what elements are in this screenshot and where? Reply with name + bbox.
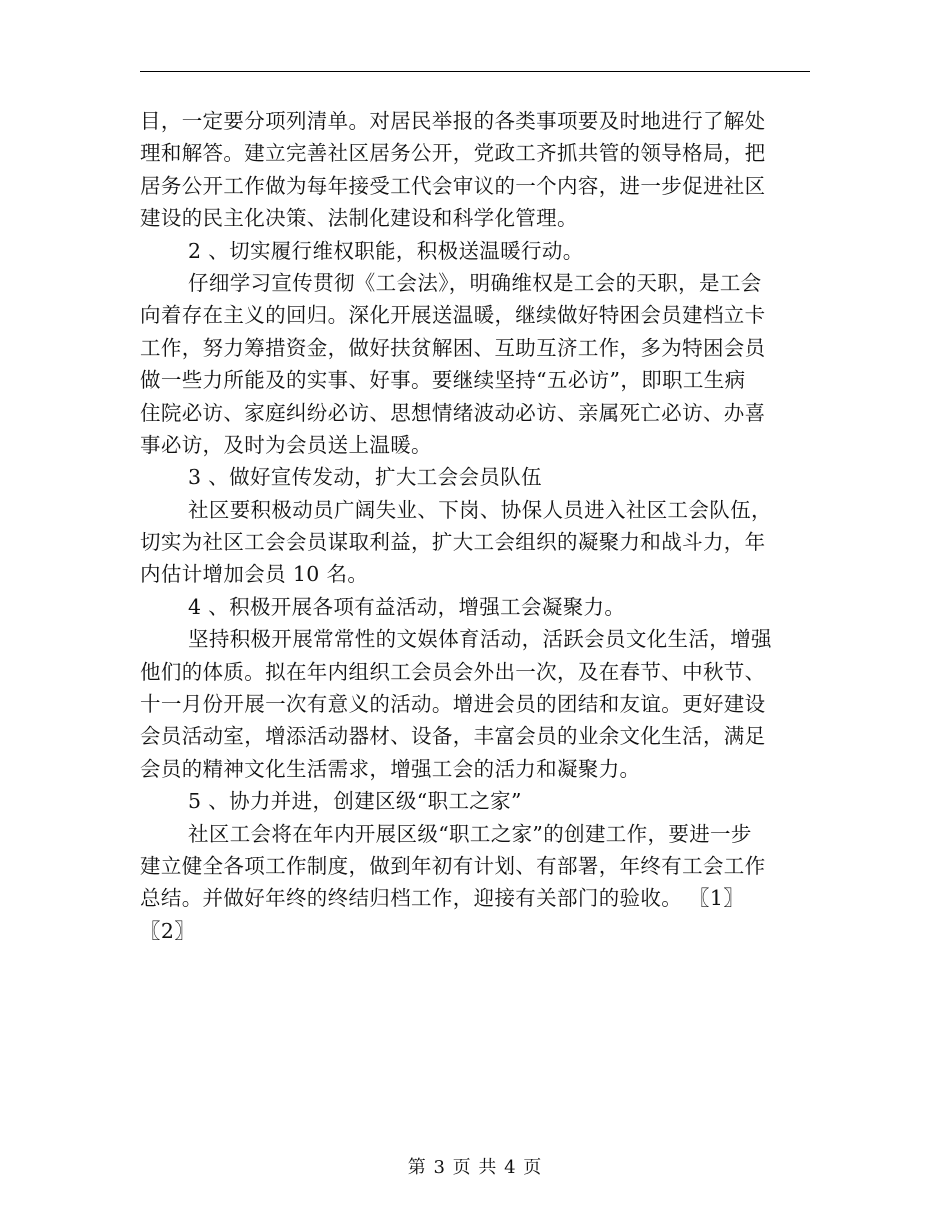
text-line: 仔细学习宣传贯彻《工会法》，明确维权是工会的天职，是工会 bbox=[188, 270, 762, 295]
page-footer: 第 3 页 共 4 页 bbox=[407, 1157, 543, 1178]
text-line: 目，一定要分项列清单。对居民举报的各类事项要及时地进行了解处 bbox=[140, 109, 766, 133]
text-line: 4 、积极开展各项有益活动，增强工会凝聚力。 bbox=[188, 594, 626, 619]
text-line: 工作，努力筹措资金，做好扶贫解困、互助互济工作，多为特困会员 bbox=[140, 335, 766, 360]
text-line: 〖2〗 bbox=[140, 918, 196, 943]
text-line: 社区要积极动员广阔失业、下岗、协保人员进入社区工会队伍， bbox=[188, 497, 772, 522]
text-line: 居务公开工作做为每年接受工代会审议的一个内容，进一步促进社区 bbox=[140, 173, 766, 198]
text-line: 向着存在主义的回归。深化开展送温暖，继续做好特困会员建档立卡 bbox=[140, 303, 766, 328]
text-line: 做一些力所能及的实事、好事。要继续坚持“五必访”，即职工生病 bbox=[140, 368, 746, 393]
header-rule bbox=[140, 71, 810, 72]
text-line: 2 、切实履行维权职能，积极送温暖行动。 bbox=[188, 238, 584, 263]
text-line: 内估计增加会员 10 名。 bbox=[140, 562, 369, 587]
text-line: 总结。并做好年终的终结归档工作，迎接有关部门的验收。 〖1〗 bbox=[140, 886, 745, 911]
body-text bbox=[140, 105, 800, 947]
text-line: 切实为社区工会会员谋取利益，扩大工会组织的凝聚力和战斗力，年 bbox=[140, 530, 766, 555]
text-line: 事必访，及时为会员送上温暖。 bbox=[140, 432, 432, 457]
text-line: 他们的体质。拟在年内组织工会员会外出一次，及在春节、中秋节、 bbox=[140, 659, 766, 684]
text-line: 理和解答。建立完善社区居务公开，党政工齐抓共管的领导格局，把 bbox=[140, 141, 766, 166]
text-line: 3 、做好宣传发动，扩大工会会员队伍 bbox=[188, 465, 542, 490]
text-line: 社区工会将在年内开展区级“职工之家”的创建工作，要进一步 bbox=[188, 821, 752, 846]
text-line: 5 、协力并进，创建区级“职工之家” bbox=[188, 789, 522, 814]
text-line: 会员活动室，增添活动器材、设备，丰富会员的业余文化生活，满足 bbox=[140, 724, 766, 749]
text-line: 建设的民主化决策、法制化建设和科学化管理。 bbox=[140, 206, 578, 231]
text-line: 坚持积极开展常常性的文娱体育活动，活跃会员文化生活，增强 bbox=[188, 627, 772, 652]
text-line: 十一月份开展一次有意义的活动。增进会员的团结和友谊。更好建设 bbox=[140, 692, 766, 717]
text-line: 住院必访、家庭纠纷必访、思想情绪波动必访、亲属死亡必访、办喜 bbox=[140, 400, 766, 425]
text-line: 建立健全各项工作制度，做到年初有计划、有部署，年终有工会工作 bbox=[140, 853, 766, 878]
text-line: 会员的精神文化生活需求，增强工会的活力和凝聚力。 bbox=[140, 756, 641, 781]
